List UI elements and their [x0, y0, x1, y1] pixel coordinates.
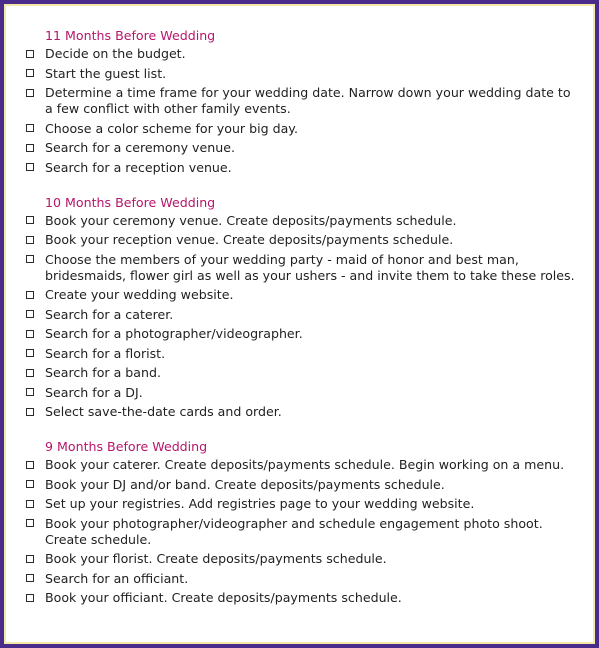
checkbox[interactable]: [26, 50, 34, 58]
item-text: Book your reception venue. Create deposits/payments schedule.: [45, 232, 454, 247]
item-text: Search for a band.: [45, 365, 162, 380]
checkbox[interactable]: [26, 291, 34, 299]
list-item[interactable]: [26, 85, 579, 117]
item-text: Select save-the-date cards and order.: [45, 404, 282, 419]
checkbox[interactable]: [26, 255, 34, 263]
list-item[interactable]: [26, 516, 579, 548]
list-item[interactable]: [26, 404, 579, 420]
checkbox[interactable]: [26, 144, 34, 152]
item-text: Book your florist. Create deposits/payments schedule.: [45, 551, 387, 566]
item-text: Search for a ceremony venue.: [45, 140, 235, 155]
checkbox[interactable]: [26, 594, 34, 602]
checkbox[interactable]: [26, 69, 34, 77]
section-title: 10 Months Before Wedding: [45, 194, 216, 210]
list-item[interactable]: [26, 213, 579, 229]
list-item[interactable]: [26, 287, 579, 303]
list-item[interactable]: [26, 477, 579, 493]
section-9-months: [26, 439, 579, 606]
checkbox[interactable]: [26, 500, 34, 508]
checkbox[interactable]: [26, 388, 34, 396]
item-text: Choose the members of your wedding party - maid of honor and best man, bridesmaids, flower girl as well as your ushers - and invite them to take these roles.: [45, 251, 575, 283]
checkbox[interactable]: [26, 519, 34, 527]
item-text: Create your wedding website.: [45, 287, 234, 302]
checkbox[interactable]: [26, 574, 34, 582]
item-text: Search for a florist.: [45, 345, 166, 361]
checkbox[interactable]: [26, 408, 34, 416]
list-item[interactable]: [26, 232, 579, 248]
list-item[interactable]: [26, 346, 579, 362]
checkbox[interactable]: [26, 369, 34, 377]
list-item[interactable]: [26, 385, 579, 401]
item-text: Start the guest list.: [45, 65, 167, 81]
list-item[interactable]: [26, 160, 579, 176]
checkbox[interactable]: [26, 310, 34, 318]
checkbox[interactable]: [26, 236, 34, 244]
list-item[interactable]: [26, 140, 579, 156]
list-item[interactable]: [26, 66, 579, 82]
list-item[interactable]: [26, 307, 579, 323]
list-item[interactable]: [26, 252, 579, 284]
list-item[interactable]: [26, 46, 579, 62]
list-item[interactable]: [26, 457, 579, 473]
checkbox[interactable]: [26, 330, 34, 338]
item-text: Search for a photographer/videographer.: [45, 326, 303, 341]
item-text: Choose a color scheme for your big day.: [45, 120, 298, 136]
checkbox[interactable]: [26, 124, 34, 132]
page-inner-border: [4, 4, 595, 644]
checkbox[interactable]: [26, 89, 34, 97]
checkbox[interactable]: [26, 349, 34, 357]
item-text: Decide on the budget.: [45, 46, 186, 61]
checkbox[interactable]: [26, 480, 34, 488]
item-text: Search for a caterer.: [45, 306, 174, 322]
checkbox[interactable]: [26, 163, 34, 171]
list-item[interactable]: [26, 571, 579, 587]
list-item[interactable]: [26, 365, 579, 381]
item-text: Search for an officiant.: [45, 570, 189, 586]
section-title: 11 Months Before Wedding: [45, 28, 216, 43]
section-11-months: [26, 28, 579, 176]
section-10-months: [26, 195, 579, 421]
checklist: [26, 46, 579, 176]
item-text: Book your officiant. Create deposits/payments schedule.: [45, 590, 402, 605]
checklist: [26, 213, 579, 421]
list-item[interactable]: [26, 551, 579, 567]
item-text: Book your photographer/videographer and schedule engagement photo shoot. Create schedule.: [45, 515, 543, 547]
checklist-sheet: [6, 6, 593, 642]
item-text: Search for a DJ.: [45, 384, 143, 400]
list-item[interactable]: [26, 326, 579, 342]
list-item[interactable]: [26, 496, 579, 512]
checkbox[interactable]: [26, 555, 34, 563]
checkbox[interactable]: [26, 461, 34, 469]
section-title: 9 Months Before Wedding: [45, 439, 208, 454]
checkbox[interactable]: [26, 216, 34, 224]
item-text: Determine a time frame for your wedding date. Narrow down your wedding date to a few conflict with other family events.: [45, 85, 571, 116]
item-text: Book your ceremony venue. Create deposits/payments schedule.: [45, 212, 457, 228]
item-text: Book your caterer. Create deposits/payments schedule. Begin working on a menu.: [45, 457, 565, 472]
item-text: Book your DJ and/or band. Create deposits/payments schedule.: [45, 476, 445, 492]
checklist: [26, 457, 579, 606]
item-text: Set up your registries. Add registries page to your wedding website.: [45, 496, 475, 511]
list-item[interactable]: [26, 121, 579, 137]
item-text: Search for a reception venue.: [45, 159, 232, 175]
list-item[interactable]: [26, 590, 579, 606]
